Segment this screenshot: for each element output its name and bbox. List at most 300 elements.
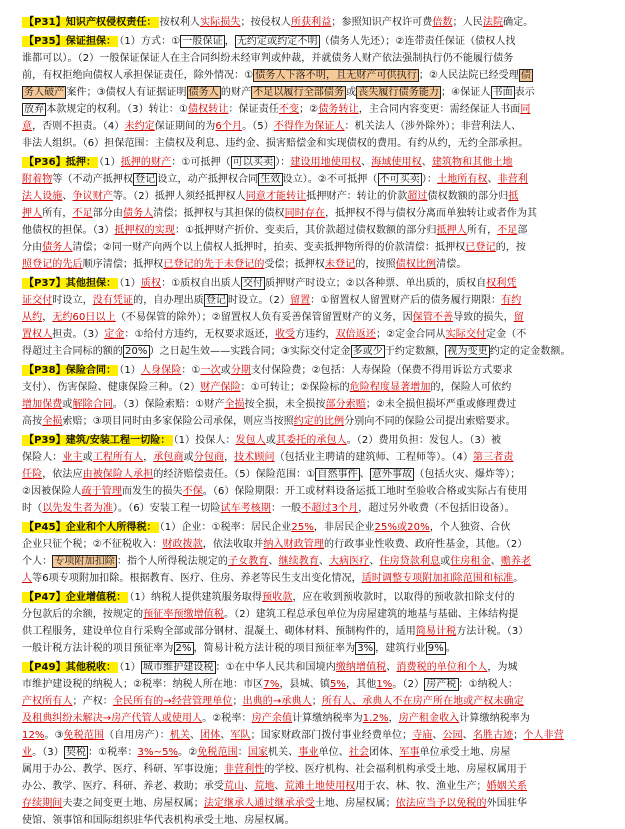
key-term: 预收款: [262, 592, 293, 603]
key-term: 其委托的承包人: [275, 435, 347, 446]
text-run: 按全损，未全损按: [244, 399, 326, 410]
text-line: [22, 33, 607, 50]
key-term: 抵押的财产: [120, 157, 172, 168]
key-term: 业: [22, 747, 33, 758]
section-heading: 【P31】知识产权侵权责任：: [24, 17, 157, 28]
key-term: 所有人、承典人不在房产所在地或产权未确定: [321, 696, 524, 707]
key-term: 抵: [508, 191, 519, 202]
text-line: [22, 483, 607, 500]
text-run: ：保证责任: [228, 104, 279, 115]
text-run: 他债权的担保。（3）: [22, 225, 115, 236]
section-heading: 【P39】建筑/安装工程一切险：: [24, 435, 171, 446]
boxed-term: 不足以履行全部债务: [253, 87, 345, 98]
text-run: 属用于办公、教学、医疗、科研、军事设施；: [22, 764, 224, 775]
text-run: （1）投保人：: [173, 435, 236, 446]
text-run: （不易保管的除外）；②留置权人负有妥善保管留置财产的义务，因: [115, 312, 413, 323]
text-run: ；国家财政部门拨付事业经费单位；: [250, 730, 413, 741]
text-run: ，主合同内容变更：需经保证人书面: [358, 104, 521, 115]
key-term: 抵押权的实现: [114, 225, 175, 236]
boxed-term: 城市维护建设税: [142, 662, 214, 673]
key-term: 土地所有权: [437, 174, 488, 185]
text-run: 。（3）: [32, 747, 64, 758]
key-term: 1.2%: [362, 713, 389, 724]
key-term: 全损: [42, 416, 63, 427]
text-run: 或: [62, 399, 73, 410]
text-line: [22, 640, 607, 657]
key-term: 财产保险: [200, 382, 241, 393]
boxed-term: 2%: [175, 643, 192, 654]
text-run: ，依法收取并: [202, 539, 264, 550]
text-run: 用于农、林、牧、渔业生产；: [355, 781, 487, 792]
key-term: 未登记: [325, 259, 356, 270]
text-run: 、: [432, 730, 443, 741]
key-term: 同: [520, 104, 531, 115]
text-run: 本款规定的权利。（3）转让：①: [46, 104, 189, 115]
key-term: 全民所有的→经营管理单位: [112, 696, 233, 707]
text-run: 分由: [22, 242, 43, 253]
text-line: [22, 761, 607, 778]
key-term: 不足: [497, 225, 518, 236]
text-line: [22, 326, 607, 343]
key-term: 公园: [442, 730, 463, 741]
text-run: ②因被保险人: [22, 486, 82, 497]
text-run: 顺序清偿；抵押权: [82, 259, 164, 270]
text-run: 清偿；抵押权与其担保的债权: [153, 208, 285, 219]
text-run: 等（不动产抵押权: [52, 174, 134, 185]
section-heading: 【P35】保证担保：: [24, 36, 117, 47]
key-term: 没有凭证: [92, 295, 134, 306]
key-term: 免税范围: [197, 747, 238, 758]
boxed-term: 9%: [427, 643, 444, 654]
text-line: [22, 362, 607, 379]
key-term: 无约60日以上: [52, 312, 116, 323]
key-term: 由被保险人承担: [82, 469, 154, 480]
key-term: 证交付: [22, 295, 53, 306]
text-run: ：: [237, 747, 248, 758]
key-term: 质权: [140, 278, 162, 289]
section-p38: [22, 362, 607, 430]
text-run: ；②定金合同从: [375, 329, 446, 340]
key-term: 简易计税: [415, 626, 457, 637]
key-term: 社会: [348, 747, 370, 758]
text-line: [22, 466, 607, 483]
key-term: 12%: [22, 730, 45, 741]
text-run: 机关、: [268, 747, 299, 758]
text-run: （1）: [99, 157, 121, 168]
text-run: 。（2）: [392, 679, 425, 690]
key-term: 一次: [200, 365, 221, 376]
text-line: [22, 432, 607, 449]
text-run: 得超过主合同标的额的: [22, 346, 123, 357]
boxed-term: 专项附加扣除: [54, 556, 115, 567]
text-line: [22, 256, 607, 273]
text-run: 、: [359, 469, 370, 480]
key-term: 子女教育: [228, 556, 269, 567]
text-run: ）。（6）安装工程一切险: [112, 503, 221, 514]
key-term: 倍数: [432, 17, 453, 28]
text-run: ，为城: [487, 662, 518, 673]
text-line: [22, 589, 607, 606]
key-term: 机关: [169, 730, 191, 741]
section-p47: [22, 589, 607, 657]
text-line: [22, 693, 607, 710]
text-run: ；人民: [452, 17, 483, 28]
text-run: （包括业主聘请的建筑师、工程师等）。（4）: [274, 452, 474, 463]
text-run: （包括火灾、爆炸等）；: [414, 469, 521, 480]
key-term: 非营利性: [224, 764, 265, 775]
key-term: 定金: [104, 329, 125, 340]
text-run: 的经济赔偿责任。（5）保险范围：①: [153, 469, 316, 480]
section-heading: 【P38】保险合同：: [24, 365, 117, 376]
key-term: 争议财产: [72, 191, 113, 202]
key-term: 不足: [72, 208, 93, 219]
text-run: ，: [224, 36, 235, 47]
key-term: 置权人: [22, 329, 53, 340]
text-run: 的，保险人可依约: [430, 382, 512, 393]
text-run: ；②未全损但损坏严重或修理费过: [365, 399, 517, 410]
text-run: 而发生的损失: [121, 486, 183, 497]
text-run: ；产权：: [72, 696, 113, 707]
boxed-term: 务人破产: [24, 87, 65, 98]
text-run: 、: [268, 556, 279, 567]
text-run: 。: [445, 643, 456, 654]
text-run: 或: [183, 452, 194, 463]
boxed-term: 意外事故: [371, 469, 413, 480]
text-run: 方法计税。（3）: [456, 626, 529, 637]
text-line: [22, 135, 607, 152]
text-run: 或: [265, 435, 276, 446]
section-p35: [22, 33, 607, 152]
section-p36: [22, 154, 607, 273]
text-run: ：①税率：: [88, 747, 138, 758]
text-run: ，: [42, 312, 53, 323]
key-term: 法院: [482, 17, 504, 28]
text-run: ：①: [181, 365, 201, 376]
key-term: 依法应当予以免税的: [395, 798, 487, 809]
key-term: 房产租金收入: [398, 713, 460, 724]
text-run: 一般计税方法计税的项目预征率为: [22, 643, 174, 654]
text-run: ：①纳税人：: [458, 679, 519, 690]
text-line: [22, 309, 607, 326]
text-run: ，否则不担责。（4）: [32, 121, 125, 132]
text-run: ：①抵押财产折价、变卖后，其价款超过债权数额的部分归: [174, 225, 437, 236]
text-run: 的学校、医疗机构、社会福利机构承受土地、房屋权属用于: [264, 764, 528, 775]
key-term: 适时调整专项附加扣除范围和标准: [361, 573, 514, 584]
text-run: （1）: [119, 278, 141, 289]
text-run: ；: [311, 696, 322, 707]
text-line: [22, 623, 607, 640]
text-line: [22, 553, 607, 570]
text-run: 方违约，: [295, 329, 336, 340]
text-run: 、: [369, 556, 380, 567]
key-term: 分包商: [193, 452, 225, 463]
text-line: [22, 676, 607, 693]
text-run: 。（2）建筑工程总承包单位为房屋建筑的地基与基础、主体结构提: [224, 609, 519, 620]
text-run: 按权利人: [159, 17, 201, 28]
text-run: 等。（2）抵押人须经抵押权人: [112, 191, 246, 202]
text-run: 个人：: [22, 556, 53, 567]
text-run: 所有，: [42, 208, 73, 219]
text-line: [22, 570, 607, 587]
section-heading: 【P37】其他担保：: [24, 278, 117, 289]
key-term: 纳入财政管理: [263, 539, 324, 550]
text-run: 。（6）保险期限：开工或材料设备运抵工地时至验收合格或实际占有使用: [202, 486, 528, 497]
key-term: 抵押人: [436, 225, 467, 236]
text-run: 债权数额的部分归: [427, 191, 509, 202]
text-run: ，依法应: [42, 469, 83, 480]
key-term: 留置: [290, 295, 311, 306]
text-run: 质押财产时设立；②以各种票、单出质的，质权自: [265, 278, 487, 289]
text-run: 设立）。②不可抵押（: [282, 174, 378, 185]
key-term: 权利凭: [486, 278, 517, 289]
key-term: 从约: [22, 312, 43, 323]
boxed-term: 无约定或约定不明: [236, 36, 318, 47]
text-run: 市维护建设税的纳税人；②税率：纳税人所在地：市区: [22, 679, 264, 690]
key-term: 房产余值: [251, 713, 293, 724]
text-line: [22, 292, 607, 309]
key-term: 债务人: [42, 242, 73, 253]
key-term: 有约: [501, 295, 522, 306]
key-term: 押人: [22, 208, 43, 219]
key-term: 免税范围: [63, 730, 105, 741]
text-run: 保险人：: [22, 452, 63, 463]
text-run: 的，按: [495, 242, 527, 253]
text-line: [22, 500, 607, 517]
section-p37: [22, 275, 607, 360]
boxed-term: 债: [520, 70, 531, 81]
text-line: [22, 14, 607, 31]
key-term: 人: [22, 573, 33, 584]
key-term: 债务转让: [318, 104, 359, 115]
text-run: （1）企业：①税率：居民企业: [159, 522, 292, 533]
text-run: （1）方式：①: [119, 36, 181, 47]
key-term: 同时存在: [284, 208, 326, 219]
key-term: 财政拨款: [162, 539, 203, 550]
key-term: 个人非营: [523, 730, 564, 741]
key-term: 解除合同: [72, 399, 113, 410]
key-term: 事业: [298, 747, 319, 758]
text-run: 前，有权拒绝向债权人承担保证责任，除外情况：①: [22, 70, 254, 81]
key-term: 债权比例: [395, 259, 437, 270]
key-term: 继续教育: [278, 556, 319, 567]
text-line: [22, 118, 607, 135]
text-run: ，: [143, 452, 154, 463]
text-run: 、: [490, 556, 501, 567]
text-run: ；参照知识产权许可费: [331, 17, 433, 28]
key-term: 第三者责: [473, 452, 514, 463]
key-term: 产权所有人: [22, 696, 73, 707]
key-term: 承包商: [153, 452, 184, 463]
key-term: 6个月: [215, 121, 243, 132]
text-line: [22, 449, 607, 466]
text-run: （1）纳税人提供建筑服务取得: [129, 592, 263, 603]
key-term: 技术顾问: [234, 452, 275, 463]
key-term: 7%: [263, 679, 280, 690]
text-run: ：一般: [270, 503, 302, 514]
text-run: 的财产: [220, 87, 252, 98]
key-term: 留: [513, 312, 524, 323]
key-term: 部分索赔: [325, 399, 366, 410]
text-line: [22, 795, 607, 812]
text-run: 。②税率：: [202, 713, 252, 724]
text-run: ，超过另外收费（不包括旧设备）。: [358, 503, 515, 514]
text-run: 夫妻之间变更土地、房屋权属；: [62, 798, 204, 809]
key-term: 国家: [247, 747, 269, 758]
text-run: 约定的定金数额。: [489, 346, 571, 357]
key-term: 任险: [22, 469, 43, 480]
boxed-term: 自然事件: [317, 469, 358, 480]
text-run: 部: [517, 225, 528, 236]
text-run: ：①可转让；②保险标的: [240, 382, 350, 393]
key-term: 存续期间: [22, 798, 63, 809]
key-term: 寺庙: [412, 730, 433, 741]
text-run: ，: [388, 713, 399, 724]
text-run: 所有，: [466, 225, 498, 236]
text-run: ）之日起生效——实践合同；③实际交付定金: [149, 346, 351, 357]
text-run: ：①质权自出质人: [161, 278, 241, 289]
key-term: 住房租金: [450, 556, 491, 567]
text-line: [22, 205, 607, 222]
text-run: 、: [190, 730, 201, 741]
text-run: ：指个人所得税法规定的: [116, 556, 229, 567]
text-line: [22, 239, 607, 256]
text-run: ：①可抵押（: [171, 157, 231, 168]
key-term: 建设用地使用权: [290, 157, 362, 168]
key-term: 名胜古迹: [472, 730, 514, 741]
text-run: 使馆、领事馆和国际组织驻华代表机构承受土地、房屋权属。: [22, 815, 295, 826]
key-term: 婚姻关系: [486, 781, 528, 792]
key-term: 出典的→承典人: [242, 696, 312, 707]
key-term: 发包人: [235, 435, 266, 446]
text-line: [22, 536, 607, 553]
key-term: 法定继承人通过继承承受: [203, 798, 315, 809]
text-run: ；: [232, 696, 243, 707]
key-term: 实际交付: [445, 329, 487, 340]
text-run: 表示: [514, 87, 535, 98]
key-term: 消费税的单位和个人: [396, 662, 488, 673]
text-run: 时设立，: [52, 295, 93, 306]
key-term: 全损: [224, 399, 245, 410]
text-run: 或: [440, 556, 451, 567]
text-run: 高按: [22, 416, 43, 427]
section-p31: [22, 14, 607, 31]
key-term: 法人设施: [22, 191, 63, 202]
text-run: 、: [386, 662, 397, 673]
key-term: 荒山: [224, 781, 245, 792]
text-run: 清偿；②同一财产向两个以上债权人抵押时，拍卖、变卖抵押物所得的价款清偿：抵押权: [72, 242, 466, 253]
key-term: 所获利益: [290, 17, 332, 28]
text-run: 或: [220, 365, 231, 376]
text-run: ，简易计税方法计税的项目预征率为: [193, 643, 356, 654]
text-line: [22, 744, 607, 761]
text-run: （自用房产）：: [104, 730, 170, 741]
key-term: 荒地: [254, 781, 275, 792]
text-run: 。（2）费用负担：发包人。（3）被: [346, 435, 502, 446]
text-run: 案件；③债权人有证据证明: [66, 87, 187, 98]
text-line: [22, 67, 607, 84]
text-run: ：机关法人（涉外除外）；非营利法人、: [344, 121, 522, 132]
text-line: [22, 154, 607, 171]
key-term: 25%或20%: [374, 522, 430, 533]
key-term: 债务人: [123, 208, 154, 219]
boxed-term: 20%: [125, 346, 148, 357]
section-p49: [22, 659, 607, 829]
text-run: 清偿。: [436, 259, 467, 270]
text-run: 部分由: [92, 208, 124, 219]
text-run: 时（: [22, 503, 43, 514]
text-run: 、: [220, 730, 231, 741]
text-run: 等6项专项附加扣除。根据教育、医疗、住房、养老等民生支出变化情况，: [32, 573, 362, 584]
text-run: 计算缴纳税率为: [292, 713, 363, 724]
text-run: 或: [346, 87, 357, 98]
text-run: ：①在中华人民共和国境内: [215, 662, 336, 673]
section-p45: [22, 519, 607, 587]
text-run: 、: [421, 157, 432, 168]
boxed-term: 房产税: [426, 679, 457, 690]
section-heading: 【P49】其他税收：: [24, 662, 117, 673]
text-run: 非法人组织。（6）担保范围：主债权及利息、违约金、损害赔偿金和实现债权的费用。有约从约，无约全部承担。: [22, 138, 529, 149]
boxed-term: 登记: [205, 295, 227, 306]
section-heading: 【P47】企业增值税：: [24, 592, 127, 603]
text-run: 土地、房屋权属；: [314, 798, 396, 809]
key-term: 荒滩土地使用权: [284, 781, 356, 792]
text-run: ，应在收到预收款时，以取得的预收款扣除支付的: [292, 592, 515, 603]
text-run: 导致的损失，: [453, 312, 514, 323]
text-run: ，县城、镇: [279, 679, 330, 690]
text-run: 。②: [178, 747, 198, 758]
text-line: [22, 727, 607, 744]
text-line: [22, 710, 607, 727]
text-run: ；②: [299, 104, 319, 115]
text-run: 支付）、伤害保险、健康保险三种。（2）: [22, 382, 201, 393]
key-term: 不得作为保证人: [273, 121, 345, 132]
key-term: 双倍返还: [335, 329, 376, 340]
key-term: 人身保险: [140, 365, 182, 376]
key-term: 债权转让: [188, 104, 229, 115]
text-line: [22, 379, 607, 396]
key-term: 1%: [376, 679, 393, 690]
text-run: 、: [318, 556, 330, 567]
text-run: 、: [462, 730, 473, 741]
key-term: 超过: [407, 191, 428, 202]
text-run: ；: [513, 730, 524, 741]
text-run: 分包款后的余额，按规定的: [22, 609, 144, 620]
boxed-term: 生效: [260, 174, 281, 185]
key-term: 25%: [291, 522, 314, 533]
text-run: 设立，动产抵押权合同: [157, 174, 259, 185]
text-run: 分别向不同的保险公司提出索赔要求。: [344, 416, 516, 427]
text-run: ，: [224, 452, 235, 463]
text-run: 的，按照: [355, 259, 396, 270]
key-term: 及租典纠纷未解决→房产代管人或使用人: [22, 713, 203, 724]
text-run: （1）: [119, 365, 141, 376]
text-run: （1）: [119, 662, 141, 673]
key-term: 以先发生者为准: [42, 503, 113, 514]
section-heading: 【P45】企业和个人所得税：: [24, 522, 157, 533]
text-line: [22, 171, 607, 188]
text-run: 单位、: [318, 747, 349, 758]
text-line: [22, 413, 607, 430]
text-run: 支付保险费；②包括：人寿保险（保费不得用诉讼方式要求: [251, 365, 513, 376]
text-run: 的行政事业性收费、政府性基金，其他。（2）: [324, 539, 528, 550]
section-heading: 【P36】抵押：: [24, 157, 97, 168]
key-term: 预征率预缴增值税: [143, 609, 225, 620]
text-line: [22, 222, 607, 239]
text-run: 、: [361, 157, 372, 168]
text-run: 办公、教学、医疗、科研、养老、救助；承受: [22, 781, 224, 792]
boxed-term: 债务人: [188, 87, 219, 98]
boxed-term: 书面: [492, 87, 513, 98]
